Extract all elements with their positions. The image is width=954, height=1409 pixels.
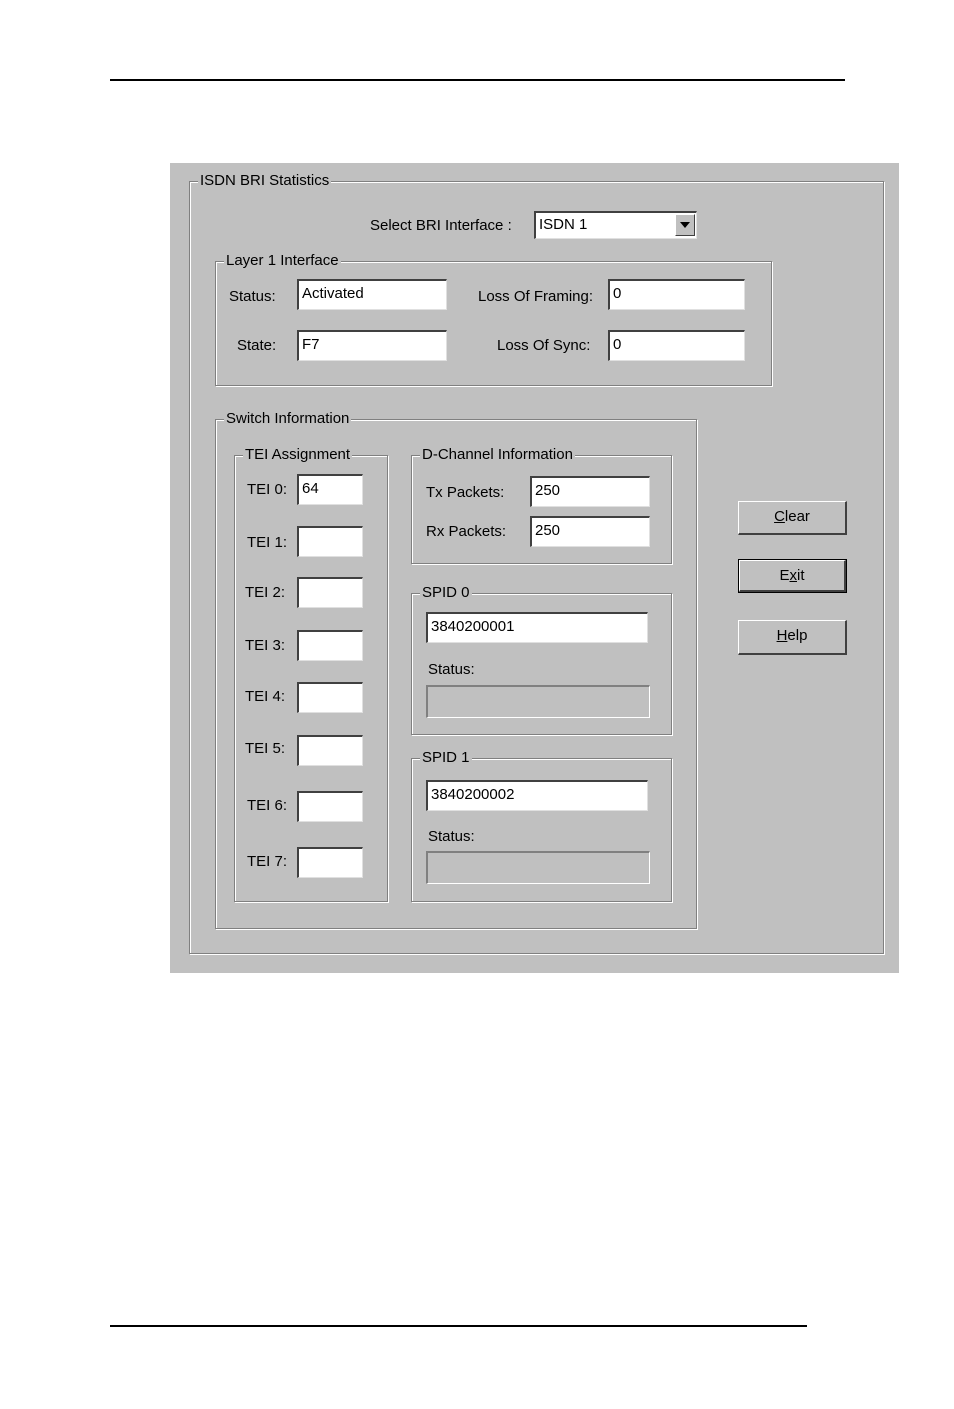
top-rule (110, 79, 845, 81)
select-bri-interface-dropdown[interactable] (534, 211, 697, 239)
isdn-bri-statistics-dialog (170, 163, 899, 973)
spid0-field[interactable]: 3840200001 (426, 612, 648, 643)
rx-packets-label: Rx Packets: (426, 523, 507, 540)
tei-field[interactable]: 64 (297, 474, 363, 505)
exit-button[interactable]: Exit (739, 560, 846, 592)
tei-field[interactable] (297, 630, 363, 661)
d-channel-information-group (411, 446, 672, 564)
tei-label: TEI 7: (247, 853, 288, 870)
tx-packets-field[interactable]: 250 (530, 476, 650, 507)
tei-label: TEI 0: (247, 481, 288, 498)
loss-of-sync-field[interactable]: 0 (608, 330, 745, 361)
clear-button[interactable]: Clear (738, 501, 847, 535)
chevron-down-icon (680, 222, 690, 228)
loss-of-framing-field[interactable]: 0 (608, 279, 745, 310)
tei-label: TEI 1: (247, 534, 288, 551)
tei-field[interactable] (297, 735, 363, 766)
spid0-status-field (426, 685, 650, 718)
tei-field[interactable] (297, 577, 363, 608)
dropdown-arrow-button[interactable] (675, 214, 695, 236)
tei-field[interactable] (297, 526, 363, 557)
help-button[interactable]: Help (738, 620, 847, 655)
bottom-rule (110, 1325, 807, 1327)
tei-field[interactable] (297, 791, 363, 822)
tei-label: TEI 6: (247, 797, 288, 814)
tei-label: TEI 2: (245, 584, 286, 601)
layer1-interface-title: Layer 1 Interface (226, 252, 339, 269)
spid1-status-field (426, 851, 650, 884)
select-bri-interface-value: ISDN 1 (539, 216, 588, 233)
select-bri-interface-label: Select BRI Interface : (370, 217, 512, 234)
status-field[interactable]: Activated (297, 279, 447, 310)
status-label: Status: (229, 288, 276, 305)
state-field[interactable]: F7 (297, 330, 447, 361)
spid1-title: SPID 1 (422, 749, 470, 766)
spid0-status-label: Status: (428, 661, 475, 678)
tei-assignment-group (234, 446, 388, 902)
spid1-status-label: Status: (428, 828, 475, 845)
tei-assignment-title: TEI Assignment (245, 446, 351, 463)
tei-label: TEI 5: (245, 740, 286, 757)
spid1-field[interactable]: 3840200002 (426, 780, 648, 811)
loss-of-sync-label: Loss Of Sync: (497, 337, 591, 354)
tei-field[interactable] (297, 847, 363, 878)
spid0-title: SPID 0 (422, 584, 470, 601)
switch-information-title: Switch Information (226, 410, 350, 427)
tx-packets-label: Tx Packets: (426, 484, 505, 501)
loss-of-framing-label: Loss Of Framing: (478, 288, 594, 305)
group-title: ISDN BRI Statistics (200, 172, 330, 189)
d-channel-information-title: D-Channel Information (422, 446, 573, 463)
rx-packets-field[interactable]: 250 (530, 516, 650, 547)
tei-label: TEI 3: (245, 637, 286, 654)
tei-label: TEI 4: (245, 688, 286, 705)
tei-field[interactable] (297, 682, 363, 713)
state-label: State: (237, 337, 277, 354)
